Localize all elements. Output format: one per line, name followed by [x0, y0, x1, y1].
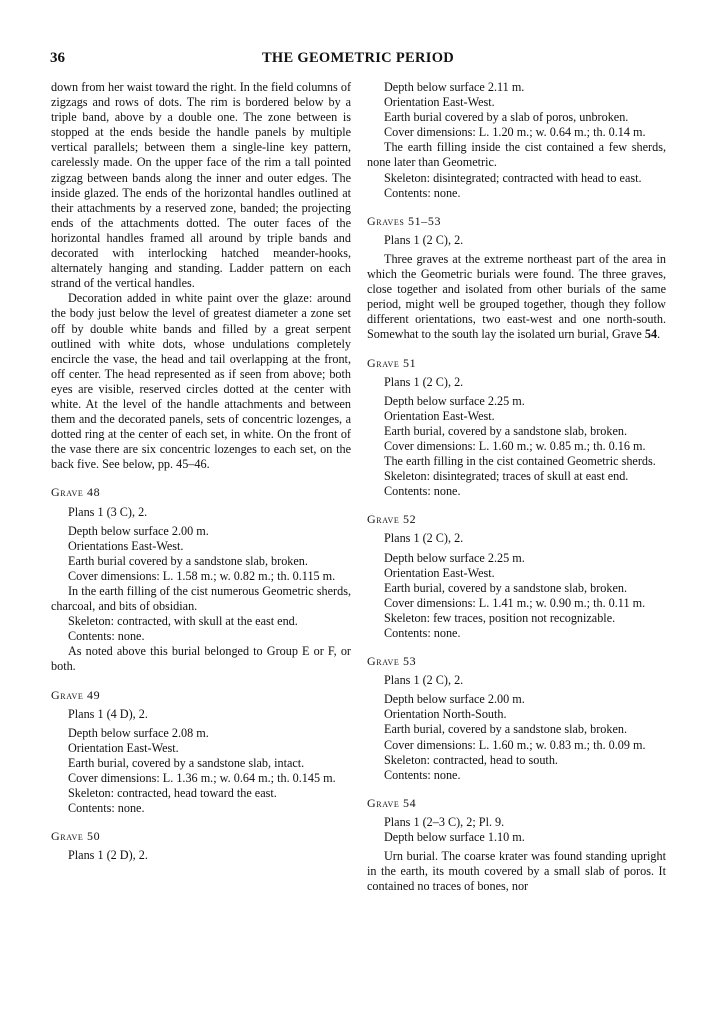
- grave-54-depth: Depth below surface 1.10 m.: [384, 830, 525, 845]
- grave-54-text: Urn burial. The coarse krater was found standing upright in the earth, its mouth covered by a small slab of poros. It contained no traces of bones, nor: [367, 849, 666, 894]
- grave-49-plans: Plans 1 (4 D), 2.: [68, 706, 148, 721]
- grave-52-orientation: Orientation East-West.: [384, 565, 495, 580]
- right-column: [367, 80, 666, 894]
- grave-50-heading: Grave 50: [51, 829, 101, 844]
- grave-53-skeleton: Skeleton: contracted, head to south.: [384, 752, 558, 767]
- grave-54-reference: 54: [644, 327, 658, 342]
- grave-50-plans: Plans 1 (2 D), 2.: [68, 848, 148, 863]
- grave-48-heading: Grave 48: [51, 485, 101, 500]
- grave-50-skeleton: Skeleton: disintegrated; contracted with head to east.: [384, 170, 642, 185]
- grave-53-cover: Cover dimensions: L. 1.60 m.; w. 0.83 m.; th. 0.09 m.: [384, 737, 646, 752]
- graves-51-53-heading: Graves 51–53: [367, 213, 442, 228]
- page-number: 36: [50, 50, 65, 66]
- running-header: [50, 50, 666, 70]
- grave-49-burial: Earth burial, covered by a sandstone slab, intact.: [68, 755, 305, 770]
- grave-54-plans: Plans 1 (2–3 C), 2; Pl. 9.: [384, 814, 505, 829]
- grave-51-cover: Cover dimensions: L. 1.60 m.; w. 0.85 m.; th. 0.16 m.: [384, 438, 646, 453]
- grave-52-contents: Contents: none.: [384, 626, 461, 640]
- grave-49-heading: Grave 49: [51, 687, 101, 702]
- grave-51-filling: The earth filling in the cist contained Geometric sherds.: [384, 454, 656, 469]
- graves-51-53-text: Three graves at the extreme northeast part of the area in which the Geometric burials were found. The three graves, close together and isolated from other burials of the same period, might well be grouped together, though they follow different orientations, two east-west and one north-south. Somewhat to the south lay the isolated urn burial, Grave 54.: [367, 251, 666, 342]
- grave-48-skeleton: Skeleton: contracted, with skull at the east end.: [68, 614, 298, 629]
- grave-50-cover: Cover dimensions: L. 1.20 m.; w. 0.64 m.; th. 0.14 m.: [384, 125, 646, 140]
- grave-49-depth: Depth below surface 2.08 m.: [68, 725, 209, 740]
- grave-48-burial: Earth burial covered by a sandstone slab, broken.: [68, 553, 308, 568]
- grave-51-burial: Earth burial, covered by a sandstone slab, broken.: [384, 423, 627, 438]
- grave-48-cover: Cover dimensions: L. 1.58 m.; w. 0.82 m.; th. 0.115 m.: [68, 568, 336, 583]
- grave-49-skeleton: Skeleton: contracted, head toward the east.: [68, 786, 277, 801]
- grave-51-contents: Contents: none.: [384, 484, 461, 499]
- grave-48-filling: In the earth filling of the cist numerous Geometric sherds, charcoal, and bits of obsidian.: [51, 584, 351, 614]
- grave-50-depth: Depth below surface 2.11 m.: [384, 80, 525, 94]
- graves-51-53-plans: Plans 1 (2 C), 2.: [384, 232, 464, 247]
- grave-50-orientation: Orientation East-West.: [384, 95, 495, 110]
- body-paragraph: down from her waist toward the right. In the field columns of zigzags and rows of dots. The rim is bordered below by a triple band, above by a double one. The zone between is stopped at the ends beside the handle panels by multiple vertical parallels; between them a single-line key pattern, carelessly made. On the upper face of the rim a tall pointed zigzag between bands along the inner and outer edges. The inside glazed. The ends of the horizontal handles outlined at their attachments by a reserved zone, banded; the projecting ends of the attachments dotted. The outer faces of the horizontal handles framed all around by triple bands and decorated with interlocking hatched meander-hooks, alternately hanging and standing. Ladder pattern on each strand of the vertical handles.: [51, 80, 351, 291]
- grave-49-orientation: Orientation East-West.: [68, 740, 179, 755]
- grave-52-cover: Cover dimensions: L. 1.41 m.; w. 0.90 m.; th. 0.11 m.: [384, 595, 646, 610]
- grave-48-plans: Plans 1 (3 C), 2.: [68, 504, 148, 519]
- body-paragraph: Decoration added in white paint over the glaze: around the body just below the level of greatest diameter a zone set off by double white bands and filled by a great serpent outlined with white dots, whose undulations completely encircle the vase, the head and tail overlapping at the front, off center. The head represented as if seen from above; both eyes are visible, reserved circles dotted at the center with white. At the level of the handle attachments and between them and the decorated panels, sets of concentric lozenges, a dotted ring at the center of each set, in white. On the front of the vase there are six concentric lozenges to each set, on the back five. See below, pp. 45–46.: [51, 291, 351, 472]
- grave-52-skeleton: Skeleton: few traces, position not recognizable.: [384, 610, 616, 625]
- grave-50-contents: Contents: none.: [384, 185, 461, 200]
- grave-48-note: As noted above this burial belonged to Group E or F, or both.: [51, 644, 351, 674]
- grave-51-heading: Grave 51: [367, 355, 417, 370]
- left-column: [51, 80, 351, 864]
- grave-51-depth: Depth below surface 2.25 m.: [384, 393, 525, 408]
- grave-53-burial: Earth burial, covered by a sandstone slab, broken.: [384, 722, 627, 737]
- grave-53-contents: Contents: none.: [384, 767, 461, 782]
- grave-48-contents: Contents: none.: [68, 629, 145, 644]
- grave-51-orientation: Orientation East-West.: [384, 408, 495, 423]
- grave-49-cover: Cover dimensions: L. 1.36 m.; w. 0.64 m.; th. 0.145 m.: [68, 771, 336, 786]
- grave-50-burial: Earth burial covered by a slab of poros, unbroken.: [384, 110, 629, 125]
- grave-49-contents: Contents: none.: [68, 801, 145, 816]
- grave-54-heading: Grave 54: [367, 795, 417, 810]
- grave-53-plans: Plans 1 (2 C), 2.: [384, 673, 464, 688]
- grave-51-skeleton: Skeleton: disintegrated; traces of skull at east end.: [384, 469, 629, 484]
- grave-53-depth: Depth below surface 2.00 m.: [384, 692, 525, 707]
- grave-50-filling: The earth filling inside the cist contained a few sherds, none later than Geometric.: [367, 140, 666, 170]
- grave-52-heading: Grave 52: [367, 512, 417, 527]
- grave-52-plans: Plans 1 (2 C), 2.: [384, 531, 464, 546]
- grave-48-orientation: Orientations East-West.: [68, 538, 184, 553]
- running-head: THE GEOMETRIC PERIOD: [261, 50, 455, 66]
- grave-52-depth: Depth below surface 2.25 m.: [384, 550, 525, 565]
- grave-48-depth: Depth below surface 2.00 m.: [68, 523, 209, 538]
- grave-52-burial: Earth burial, covered by a sandstone slab, broken.: [384, 580, 627, 595]
- grave-53-orientation: Orientation North-South.: [384, 707, 507, 722]
- grave-51-plans: Plans 1 (2 C), 2.: [384, 374, 464, 389]
- grave-53-heading: Grave 53: [367, 654, 417, 669]
